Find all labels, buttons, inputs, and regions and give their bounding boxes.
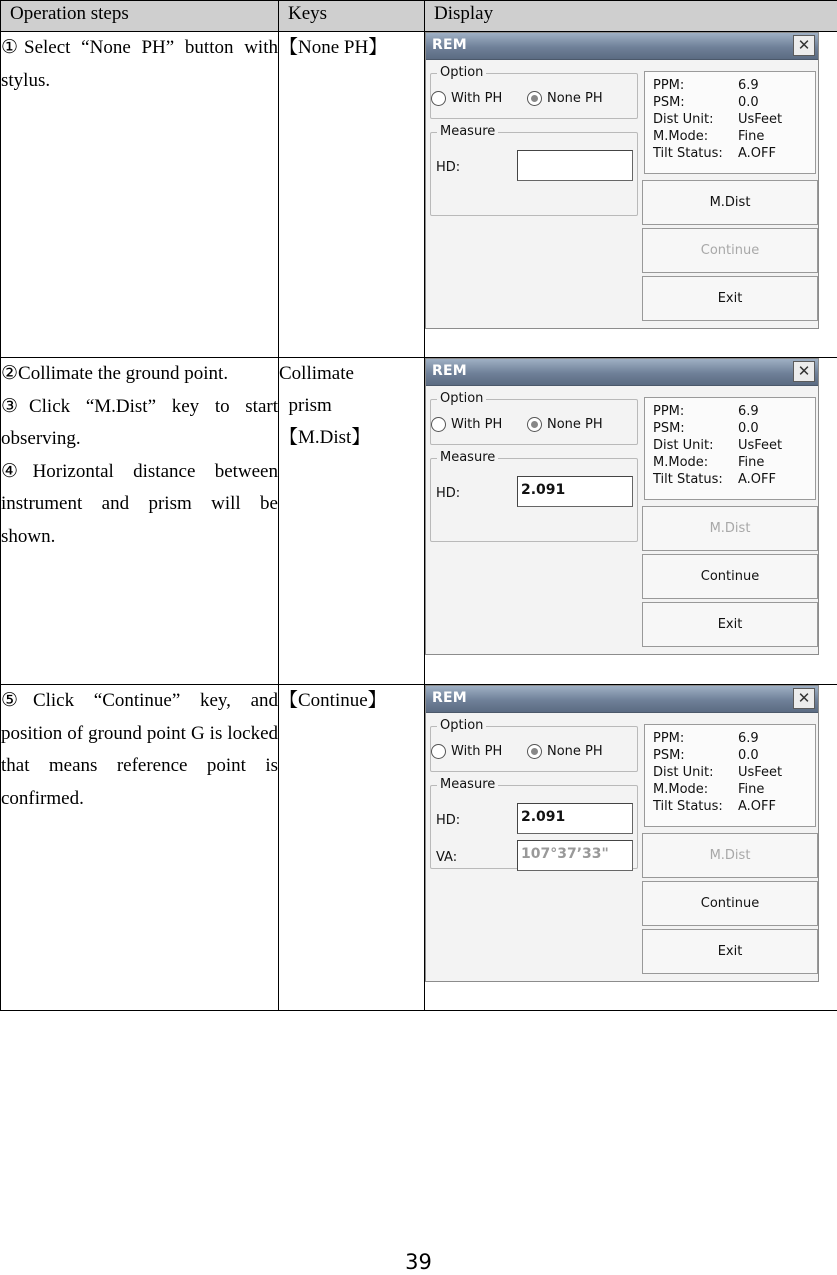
rem-window — [425, 685, 819, 982]
tilt-label: Tilt Status: — [653, 472, 723, 487]
ppm-label: PPM: — [653, 78, 685, 93]
display-cell — [425, 32, 837, 358]
title-bar — [426, 359, 818, 386]
status-panel — [644, 397, 816, 500]
keys-cell — [279, 685, 425, 1011]
close-icon[interactable]: ✕ — [793, 688, 815, 709]
dist-unit-value: UsFeet — [738, 438, 783, 453]
radio-with-ph-circle[interactable] — [431, 91, 446, 106]
rem-screen — [425, 685, 837, 982]
mode-label: M.Mode: — [653, 455, 709, 470]
dist-unit-label: Dist Unit: — [653, 438, 714, 453]
hd-label: HD: — [436, 486, 461, 501]
mode-value: Fine — [738, 455, 765, 470]
psm-label: PSM: — [653, 421, 685, 436]
tilt-label: Tilt Status: — [653, 799, 723, 814]
header-steps: Operation steps — [1, 1, 279, 32]
psm-label: PSM: — [653, 95, 685, 110]
dist-unit-value: UsFeet — [738, 112, 783, 127]
radio-with-ph[interactable] — [431, 744, 502, 759]
hd-label: HD: — [436, 813, 461, 828]
exit-button[interactable]: Exit — [642, 929, 818, 974]
keys-cell — [279, 32, 425, 358]
measure-legend: Measure — [437, 777, 498, 793]
radio-none-ph-circle[interactable] — [527, 417, 542, 432]
ppm-label: PPM: — [653, 731, 685, 746]
psm-value: 0.0 — [738, 748, 759, 763]
key-text: Collimate — [279, 363, 354, 384]
mdist-button[interactable]: M.Dist — [642, 833, 818, 878]
title-bar — [426, 686, 818, 713]
measure-legend: Measure — [437, 450, 498, 466]
continue-button[interactable]: Continue — [642, 228, 818, 273]
keys-cell — [279, 358, 425, 685]
radio-with-ph-circle[interactable] — [431, 417, 446, 432]
rem-screen — [425, 32, 837, 329]
step-text: ⑤Click “Continue” key, and position of ground point G is locked that means reference point is confirmed. — [1, 690, 278, 809]
continue-button[interactable]: Continue — [642, 554, 818, 599]
ppm-row — [653, 731, 759, 747]
option-group — [430, 65, 638, 119]
ppm-value: 6.9 — [738, 404, 759, 419]
mdist-button[interactable]: M.Dist — [642, 180, 818, 225]
window-title: REM — [432, 37, 467, 53]
window-title: REM — [432, 690, 467, 706]
dist-unit-label: Dist Unit: — [653, 765, 714, 780]
rem-screen — [425, 358, 837, 655]
radio-none-ph[interactable] — [527, 744, 603, 759]
status-panel — [644, 71, 816, 174]
rem-window — [425, 358, 819, 655]
psm-value: 0.0 — [738, 95, 759, 110]
psm-value: 0.0 — [738, 421, 759, 436]
radio-with-ph-label: With PH — [451, 744, 503, 759]
option-legend: Option — [437, 391, 486, 407]
steps-cell — [1, 358, 279, 685]
step-text: ③Click “M.Dist” key to start observing. — [1, 395, 278, 449]
dist-unit-value: UsFeet — [738, 765, 783, 780]
option-legend: Option — [437, 718, 486, 734]
tilt-value: A.OFF — [738, 799, 776, 814]
hd-field: 2.091 — [517, 803, 633, 834]
key-text: 【Continue】 — [279, 690, 387, 711]
ppm-value: 6.9 — [738, 78, 759, 93]
header-keys: Keys — [279, 1, 425, 32]
radio-none-ph-label: None PH — [547, 417, 603, 432]
hd-label: HD: — [436, 160, 461, 175]
table-row — [1, 32, 837, 358]
measure-group — [430, 777, 638, 869]
measure-group — [430, 124, 638, 216]
display-cell — [425, 358, 837, 685]
exit-button[interactable]: Exit — [642, 602, 818, 647]
option-group — [430, 391, 638, 445]
psm-row — [653, 95, 759, 111]
hd-field: 2.091 — [517, 476, 633, 507]
table-row — [1, 358, 837, 685]
mode-row — [653, 782, 765, 798]
mode-label: M.Mode: — [653, 129, 709, 144]
radio-none-ph-label: None PH — [547, 91, 603, 106]
page-number: 39 — [405, 1250, 432, 1274]
header-display: Display — [425, 1, 837, 32]
dist-unit-row — [653, 438, 783, 454]
ppm-label: PPM: — [653, 404, 685, 419]
window-title: REM — [432, 363, 467, 379]
radio-with-ph-label: With PH — [451, 91, 503, 106]
close-icon[interactable]: ✕ — [793, 35, 815, 56]
exit-button[interactable]: Exit — [642, 276, 818, 321]
radio-none-ph[interactable] — [527, 91, 603, 106]
ppm-row — [653, 78, 759, 94]
dist-unit-row — [653, 112, 783, 128]
dist-unit-row — [653, 765, 783, 781]
radio-with-ph[interactable] — [431, 417, 502, 432]
step-text: ①Select “None PH” button with stylus. — [1, 37, 278, 91]
radio-with-ph-label: With PH — [451, 417, 503, 432]
continue-button[interactable]: Continue — [642, 881, 818, 926]
va-field: 107°37’33" — [517, 840, 633, 871]
psm-label: PSM: — [653, 748, 685, 763]
step-text: ②Collimate the ground point. — [1, 363, 229, 384]
ppm-value: 6.9 — [738, 731, 759, 746]
ppm-row — [653, 404, 759, 420]
mode-row — [653, 129, 765, 145]
mode-value: Fine — [738, 129, 765, 144]
dist-unit-label: Dist Unit: — [653, 112, 714, 127]
step-text: ④Horizontal distance between instrument and prism will be shown. — [1, 460, 278, 547]
title-bar — [426, 33, 818, 60]
mdist-button[interactable]: M.Dist — [642, 506, 818, 551]
radio-none-ph[interactable] — [527, 417, 603, 432]
tilt-label: Tilt Status: — [653, 146, 723, 161]
option-legend: Option — [437, 65, 486, 81]
header-row — [1, 1, 837, 32]
steps-cell — [1, 685, 279, 1011]
measure-legend: Measure — [437, 124, 498, 140]
display-cell — [425, 685, 837, 1011]
radio-with-ph[interactable] — [431, 91, 502, 106]
psm-row — [653, 748, 759, 764]
radio-none-ph-label: None PH — [547, 744, 603, 759]
close-icon[interactable]: ✕ — [793, 361, 815, 382]
key-text: 【None PH】 — [279, 37, 388, 58]
tilt-value: A.OFF — [738, 146, 776, 161]
mode-value: Fine — [738, 782, 765, 797]
measure-group — [430, 450, 638, 542]
option-group — [430, 718, 638, 772]
radio-none-ph-circle[interactable] — [527, 91, 542, 106]
hd-field — [517, 150, 633, 181]
status-panel — [644, 724, 816, 827]
radio-none-ph-circle[interactable] — [527, 744, 542, 759]
mode-row — [653, 455, 765, 471]
tilt-row — [653, 146, 776, 162]
table-row — [1, 685, 837, 1011]
steps-cell — [1, 32, 279, 358]
tilt-value: A.OFF — [738, 472, 776, 487]
psm-row — [653, 421, 759, 437]
radio-with-ph-circle[interactable] — [431, 744, 446, 759]
tilt-row — [653, 472, 776, 488]
tilt-row — [653, 799, 776, 815]
key-text: prism — [279, 395, 332, 416]
mode-label: M.Mode: — [653, 782, 709, 797]
key-text: 【M.Dist】 — [279, 427, 371, 448]
rem-window — [425, 32, 819, 329]
va-label: VA: — [436, 850, 458, 865]
